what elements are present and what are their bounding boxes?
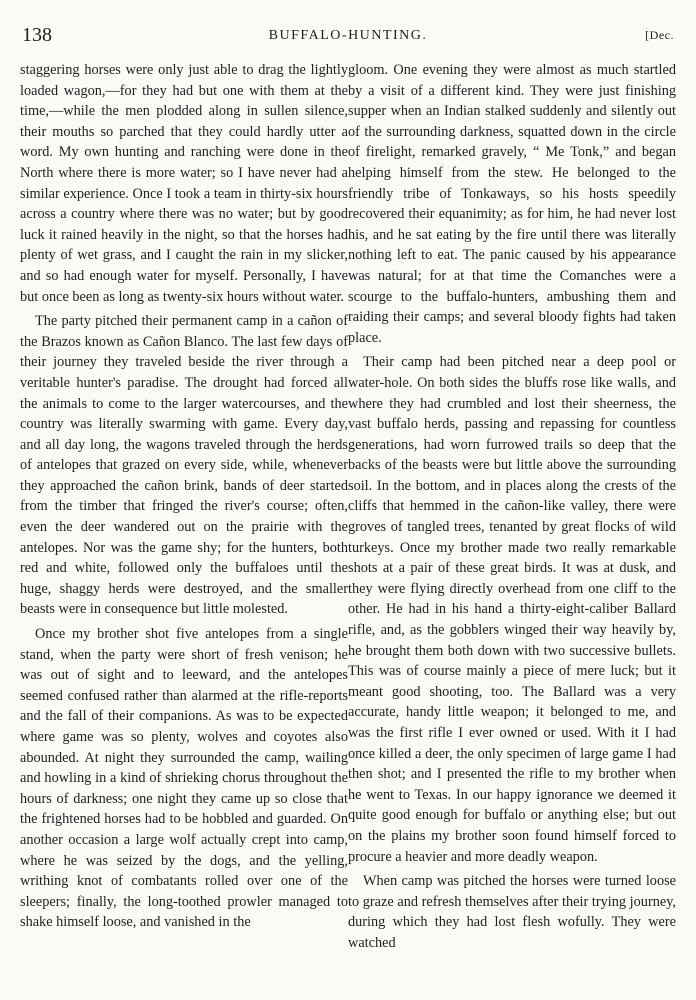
- paragraph: The party pitched their permanent camp in a cañon of the Brazos known as Cañon Blanco. The last few days of their journey they traveled beside the river through a veritable hunter's paradise. The drought had forced all the animals to come to the larger watercourses, and the country was literally swarming with game. Every day, and all day long, the wagons traveled through the herds of antelopes that grazed on every side, while, whenever they approached the cañon brink, bands of deer started from the timber that fringed the river's course; often, even the deer wandered out on the prairie with the antelopes. Nor was the game shy; for the hunters, both red and white, followed only the buffaloes until the huge, shaggy herds were destroyed, and the smaller beasts were in consequence but little molested.: [20, 313, 348, 618]
- paragraph: gloom. One evening they were almost as much startled by a visit of a different kind. They were just finishing supper when an Indian stalked suddenly and silently out of the surrounding darkness, squatted down in the circle of firelight, remarked gravely, “ Me Tonk,” and began helping himself from the stew. He belonged to the friendly tribe of Tonkaways, so his hosts speedily recovered their equanimity; as for him, he had never lost his, and he sat eating by the fire until there was literally nothing left to eat. The panic caused by his appearance was natural; for at that time the Comanches were a scourge to the buffalo-hunters, ambushing them and raiding their camps; and several bloody fights had taken place.: [348, 62, 676, 346]
- right-column: [348, 60, 676, 954]
- paragraph: Their camp had been pitched near a deep pool or water-hole. On both sides the bluffs rose like walls, and where they had crumbled and lost their sheerness, the vast buffalo herds, passing and repassing for countless generations, had worn furrowed trails so deep that the backs of the beasts were but little above the surrounding soil. In the bottom, and in places along the crests of the cliffs that hemmed in the cañon-like valley, there were groves of tangled trees, tenanted by great flocks of wild turkeys. Once my brother made two really remarkable shots at a pair of these great birds. It was at dusk, and they were flying directly overhead from one cliff to the other. He had in his hand a thirty-eight-caliber Ballard rifle, and, as the gobblers winged their way heavily by, he brought them both down with two successive bullets. This was of course mainly a piece of mere luck; but it meant good shooting, too. The Ballard was a very accurate, handy little weapon; it belonged to me, and was the first rifle I ever owned or used. With it I had once killed a deer, the only specimen of large game I had then shot; and I presented the rifle to my brother when he went to Texas. In our happy ignorance we deemed it quite good enough for buffalo or anything else; but out on the plains my brother soon found himself forced to procure a heavier and more deadly weapon.: [348, 354, 676, 865]
- left-column: [20, 60, 348, 933]
- paragraph: When camp was pitched the horses were turned loose to graze and refresh themselves after their trying journey, during which they had lost flesh wofully. They were watched: [348, 873, 676, 951]
- running-header: [22, 24, 674, 48]
- page-number: 138: [22, 24, 52, 46]
- running-title: BUFFALO-HUNTING.: [268, 28, 428, 43]
- paragraph: staggering horses were only just able to drag the lightly loaded wagon,—for they had but one with them at the time,—while the men plodded along in sullen silence, their mouths so parched that they could hardly utter a word. My own hunting and ranching were done in the North where there is more water; so I have never had a similar experience. Once I took a team in thirty-six hours across a country where there was no water; but by good luck it rained heavily in the night, so that the horses had plenty of wet grass, and I caught the rain in my slicker, and so had enough water for myself. Personally, I have but once been as long as twenty-six hours without water.: [20, 62, 348, 305]
- paragraph: Once my brother shot five antelopes from a single stand, when the party were short of fresh venison; he was out of sight and to leeward, and the antelopes seemed confused rather than alarmed at the rifle-reports and the fall of their companions. As was to be expected where game was so plenty, wolves and coyotes also abounded. At night they surrounded the camp, wailing and howling in a kind of shrieking chorus throughout the hours of darkness; one night they came up so close that the frightened horses had to be hobbled and guarded. On another occasion a large wolf actually crept into camp, where he was seized by the dogs, and the yelling, writhing knot of combatants rolled over one of the sleepers; finally, the long-toothed prowler managed to shake himself loose, and vanished in the: [20, 626, 348, 931]
- issue-month: [Dec.: [645, 28, 674, 42]
